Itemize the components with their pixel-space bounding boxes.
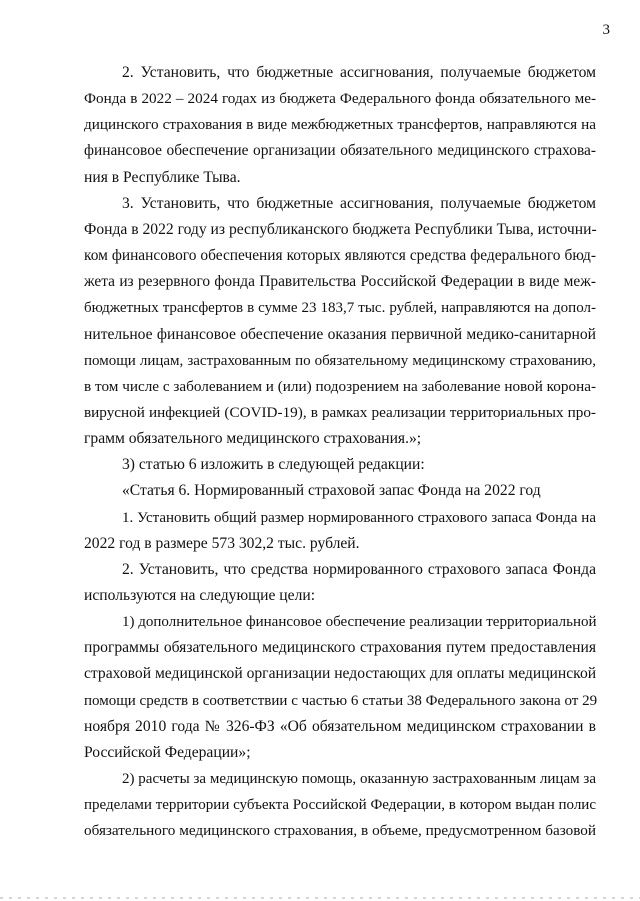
text-line: используются на следующие цели: xyxy=(84,587,316,604)
text-line: ноября 2010 года № 326-ФЗ «Об обязательном медицинском страховании в xyxy=(84,717,596,735)
text-line: дицинского страхования в виде межбюджетных трансфертов, направляются на xyxy=(84,116,596,134)
text-line: бюджетных трансфертов в сумме 23 183,7 тыс. рублей, направляются на допол- xyxy=(84,300,596,317)
text-line: обязательного медицинского страхования, в объеме, предусмотренном базовой xyxy=(84,822,596,840)
text-line: Фонда в 2022 году из республиканского бюджета Республики Тыва, источни- xyxy=(84,220,597,238)
text-line: 3) статью 6 изложить в следующей редакции: xyxy=(122,456,425,474)
text-line: программы обязательного медицинского страхования путем предоставления xyxy=(84,639,596,657)
text-line: 2) расчеты за медицинскую помощь, оказанную застрахованным лицам за xyxy=(122,771,596,788)
text-line: 1. Установить общий размер нормированного страхового запаса Фонда на xyxy=(122,509,596,526)
text-line: ния в Республике Тыва. xyxy=(84,168,241,186)
text-line: вирусной инфекцией (COVID-19), в рамках реализации территориальных про- xyxy=(84,403,596,421)
text-line: страховой медицинской организации недостающих для оплаты медицинской xyxy=(84,665,597,683)
text-line: 2. Установить, что средства нормированного страхового запаса Фонда xyxy=(122,560,596,578)
text-line: 1) дополнительное финансовое обеспечение реализации территориальной xyxy=(122,614,597,631)
text-line: пределами территории субъекта Российской Федерации, в котором выдан полис xyxy=(84,797,596,814)
text-line: 2022 год в размере 573 302,2 тыс. рублей. xyxy=(84,534,360,552)
text-line: в том числе с заболеванием и (или) подозрением на заболевание новой корона- xyxy=(84,377,596,395)
text-line: «Статья 6. Нормированный страховой запас Фонда на 2022 год xyxy=(122,482,541,500)
text-line: жета из резервного фонда Правительства Российской Федерации в виде меж- xyxy=(84,273,596,291)
text-line: помощи средств в соответствии с частью 6 статьи 38 Федерального закона от 29 xyxy=(84,692,598,709)
text-line: Фонда в 2022 – 2024 годах из бюджета Федерального фонда обязательного ме- xyxy=(84,90,596,108)
text-line: 2. Установить, что бюджетные ассигнования, получаемые бюджетом xyxy=(122,64,596,81)
text-line: грамм обязательного медицинского страхования.»; xyxy=(84,430,422,448)
text-line: ком финансового обеспечения которых являются средства федерального бюд- xyxy=(84,247,596,265)
text-line: финансовое обеспечение организации обязательного медицинского страхова- xyxy=(84,142,596,160)
text-line: нительное финансовое обеспечение оказания первичной медико-санитарной xyxy=(84,325,596,343)
text-line: помощи лицам, застрахованным по обязательному медицинскому страхованию, xyxy=(84,352,596,369)
text-line: Российской Федерации»; xyxy=(84,743,251,761)
page-number: 3 xyxy=(602,22,610,38)
text-line: 3. Установить, что бюджетные ассигнования, получаемые бюджетом xyxy=(122,194,596,212)
scan-edge-artifact xyxy=(0,897,640,899)
